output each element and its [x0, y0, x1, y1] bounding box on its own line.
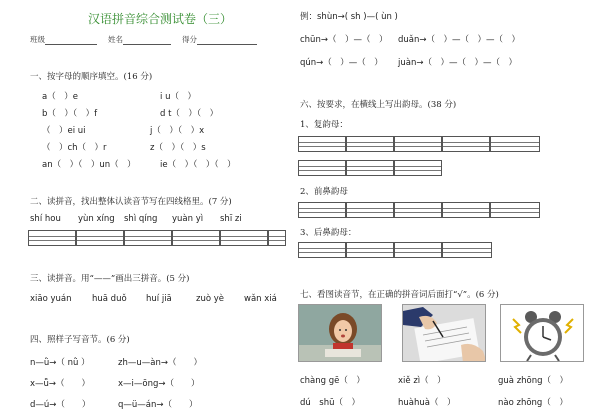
name-label: 姓名	[108, 35, 123, 44]
s2-grid-cell[interactable]	[76, 230, 124, 246]
s5-row-3: qún→（ ）—（ ）	[300, 58, 383, 68]
s3-word-2[interactable]: huā duǒ	[92, 294, 127, 304]
s4-row-4: x—i—ōng→（ ）	[118, 379, 200, 389]
s2-word-5: shī zi	[220, 214, 242, 224]
alarm-clock-illustration	[501, 305, 584, 362]
s7-item1-b[interactable]: dú shū（ ）	[300, 398, 360, 408]
class-label: 班级	[30, 35, 45, 44]
s6-sub1: 1、复韵母：	[300, 120, 348, 130]
s7-item3-a[interactable]: guà zhōng（ ）	[498, 376, 569, 386]
s6-grid-cell[interactable]	[442, 242, 492, 258]
s2-word-2: yùn xíng	[78, 214, 115, 224]
s1-row1-left: a（ ）e	[42, 92, 78, 102]
s2-grid-cell[interactable]	[124, 230, 172, 246]
s1-row2-left: b（ ）（ ）f	[42, 109, 98, 119]
s2-writing-grid[interactable]	[28, 230, 286, 246]
s6-sub2: 2、前鼻韵母	[300, 187, 348, 197]
s6-grid-cell[interactable]	[394, 242, 442, 258]
score-label: 得分	[182, 35, 197, 44]
section-2-heading: 二、读拼音，找出整体认读音节写在四线格里。(7 分)	[30, 197, 232, 207]
alarm-clock-picture	[500, 304, 584, 362]
s6-grid-cell[interactable]	[346, 202, 394, 218]
s4-row-5: d—ú→（ ）	[30, 400, 91, 410]
s4-row-2: zh—u—àn→（ ）	[118, 358, 202, 368]
s7-item1-a[interactable]: chàng gē（ ）	[300, 376, 365, 386]
score-field	[182, 34, 257, 45]
s2-word-3: shì qíng	[124, 214, 158, 224]
name-field	[108, 34, 171, 45]
s5-row-2: duǎn→（ ）—（ ）—（ ）	[398, 35, 521, 45]
s6-grid-cell[interactable]	[298, 160, 346, 176]
s4-row-1: n—ǜ→（ nǜ ）	[30, 358, 90, 368]
class-field	[30, 34, 97, 45]
s5-row-1: chūn→（ ）—（ ）	[300, 35, 388, 45]
s3-word-1[interactable]: xiāo yuán	[30, 294, 72, 304]
s6-grid-cell[interactable]	[442, 202, 490, 218]
s6-grid-cell[interactable]	[346, 136, 394, 152]
s1-row1-right: i u（ ）	[160, 92, 196, 102]
s6-sub3: 3、后鼻韵母：	[300, 228, 357, 238]
s1-row3-left: （ ）ei ui	[42, 126, 86, 136]
section-4-heading: 四、照样子写音节。(6 分)	[30, 335, 130, 345]
writing-hand-picture	[402, 304, 486, 362]
s7-item3-b[interactable]: nào zhōng（ ）	[498, 398, 568, 408]
singing-girl-picture	[298, 304, 382, 362]
s1-row5-left: an（ ）（ ）un（ ）	[42, 160, 136, 170]
section-1-heading: 一、按字母的顺序填空。(16 分)	[30, 72, 153, 82]
s2-grid-cell[interactable]	[220, 230, 268, 246]
s6-grid-cell[interactable]	[442, 136, 490, 152]
s6-grid-cell[interactable]	[298, 242, 346, 258]
s2-word-1: shí hou	[30, 214, 61, 224]
s5-row-4: juàn→（ ）—（ ）—（ ）	[398, 58, 517, 68]
s6-grid-1b[interactable]	[298, 160, 442, 176]
singing-girl-illustration	[299, 305, 382, 362]
s1-row3-right: j（ ）（ ）x	[150, 126, 205, 136]
s6-grid-2[interactable]	[298, 202, 540, 218]
s7-item2-b[interactable]: huàhuà（ ）	[398, 398, 456, 408]
name-blank[interactable]	[123, 36, 171, 45]
section-6-heading: 六、按要求，在横线上写出韵母。(38 分)	[300, 100, 457, 110]
s2-word-4: yuàn yì	[172, 214, 204, 224]
s6-grid-cell[interactable]	[394, 136, 442, 152]
s6-grid-3[interactable]	[298, 242, 492, 258]
section-7-heading: 七、看图读音节，在正确的拼音词后面打“√”。(6 分)	[300, 290, 499, 300]
s4-row-3: x—ǖ→（ ）	[30, 379, 91, 389]
s7-item2-a[interactable]: xiě zì（ ）	[398, 376, 446, 386]
s4-row-6: q—ü—án→（ ）	[118, 400, 198, 410]
s6-grid-cell[interactable]	[346, 242, 394, 258]
s6-grid-cell[interactable]	[490, 136, 540, 152]
s5-example: 例：shùn→( sh )—( ùn )	[300, 12, 398, 22]
s3-word-3[interactable]: huí jiā	[146, 294, 172, 304]
s1-row2-right: d t（ ）（ ）	[160, 109, 219, 119]
s1-row4-left: （ ）ch（ ）r	[42, 143, 107, 153]
s2-grid-cell[interactable]	[28, 230, 76, 246]
section-3-heading: 三、读拼音。用“——”画出三拼音。(5 分)	[30, 274, 190, 284]
s3-word-4[interactable]: zuò yè	[196, 294, 225, 304]
s6-grid-cell[interactable]	[490, 202, 540, 218]
class-blank[interactable]	[45, 36, 97, 45]
s3-word-5[interactable]: wǎn xiá	[244, 294, 277, 304]
s1-row5-right: ie（ ）（ ）（ ）	[160, 160, 236, 170]
s6-grid-cell[interactable]	[394, 202, 442, 218]
s6-grid-cell[interactable]	[394, 160, 442, 176]
page-title: 汉语拼音综合测试卷（三）	[88, 12, 233, 26]
s6-grid-1a[interactable]	[298, 136, 540, 152]
s6-grid-cell[interactable]	[298, 136, 346, 152]
s2-grid-cell[interactable]	[172, 230, 220, 246]
s1-row4-right: z（ ）（ ）s	[150, 143, 206, 153]
s2-grid-cell[interactable]	[268, 230, 286, 246]
writing-hand-illustration	[403, 305, 486, 362]
s6-grid-cell[interactable]	[298, 202, 346, 218]
score-blank[interactable]	[197, 36, 257, 45]
s6-grid-cell[interactable]	[346, 160, 394, 176]
